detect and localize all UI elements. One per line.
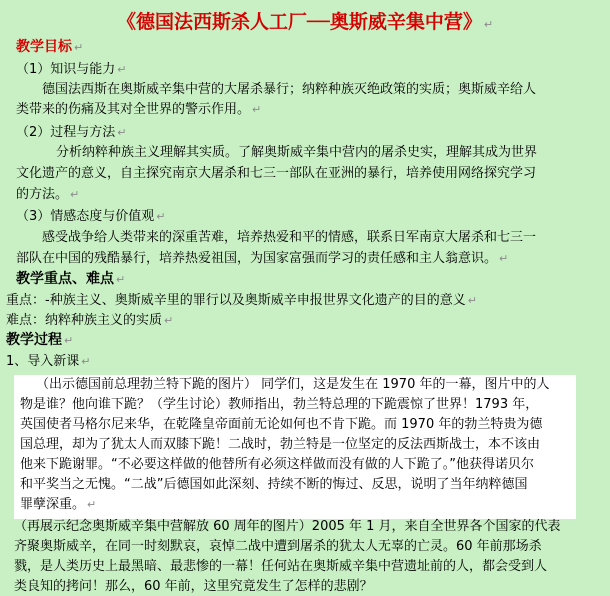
box-line-3: 英国使者马格尔尼来华，在乾隆皇帝面前无论如何也不肯下跪。而 1970 年的勃兰特贵为德 xyxy=(20,417,543,432)
paragraph-mark-icon: ↵ xyxy=(116,273,126,286)
paragraph-mark-icon: ↵ xyxy=(64,334,74,347)
goals-s1-line-1: 德国法西斯在奥斯威辛集中营的大屠杀暴行；纳粹种族灭绝政策的实质；奥斯威辛给人 xyxy=(42,82,537,97)
goals-s1-label xyxy=(16,60,127,79)
paragraph-mark-icon: ↵ xyxy=(483,18,494,31)
after-line-3: 戮，是人类历史上最黑暗、最悲惨的一幕！任何站在奥斯威辛集中营遗址前的人，都会受到人 xyxy=(14,559,548,574)
process-step1-text: 1、导入新课 xyxy=(6,354,80,369)
goals-s3-label xyxy=(16,207,166,226)
paragraph-mark-icon: ↵ xyxy=(70,188,80,201)
process-heading xyxy=(6,331,73,350)
process-step1 xyxy=(6,352,91,371)
paragraph-mark-icon: ↵ xyxy=(117,126,127,139)
keypoints-difficult xyxy=(6,311,173,330)
goals-s3-line-1: 感受战争给人类带来的深重苦难，培养热爱和平的情感，联系日军南京大屠杀和七三一 xyxy=(42,230,537,245)
keypoints-heading xyxy=(16,270,125,289)
box-line-4: 国总理，却为了犹太人而双膝下跪！二战时，勃兰特是一位坚定的反法西斯战士，本不该由 xyxy=(20,437,541,452)
goals-heading xyxy=(16,38,83,57)
paragraph-mark-icon: ↵ xyxy=(117,63,127,76)
paragraph-mark-icon: ↵ xyxy=(467,294,477,307)
box-line-7-text: 罪孽深重。 xyxy=(20,497,86,512)
paragraph-mark-icon: ↵ xyxy=(74,41,84,54)
process-heading-text: 教学过程 xyxy=(6,332,62,348)
box-line-1: （出示德国前总理勃兰特下跪的图片） 同学们，这是发生在 1970 年的一幕，图片中的人 xyxy=(36,377,550,392)
box-line-2: 物是谁？他向谁下跪？（学生讨论）教师指出，勃兰特总理的下跪震惊了世界！1793 年， xyxy=(20,397,539,412)
goals-s3-line-2 xyxy=(16,249,508,268)
highlighted-paragraph xyxy=(14,375,576,519)
after-line-4: 类良知的拷问！那么，60 年前，这里究竟发生了怎样的悲剧？ xyxy=(14,579,373,594)
keypoints-important xyxy=(6,291,477,310)
goals-s1-line-2 xyxy=(16,100,261,119)
keypoints-difficult-text: 难点：纳粹种族主义的实质 xyxy=(6,313,163,328)
after-line-2: 齐聚奥斯威辛，在同一时刻默哀，哀悼二战中遭到屠杀的犹太人无辜的亡灵。60 年前那场杀 xyxy=(14,539,542,554)
goals-s2-label xyxy=(16,123,127,142)
paragraph-mark-icon: ↵ xyxy=(87,498,97,511)
goals-s3-label-text: （3）情感态度与价值观 xyxy=(16,209,155,224)
paragraph-mark-icon: ↵ xyxy=(499,252,509,265)
title-text: 《德国法西斯杀人工厂──奥斯威辛集中营》 xyxy=(116,11,482,33)
goals-heading-text: 教学目标 xyxy=(16,39,72,55)
goals-s1-line-2-text: 类带来的伤痛及其对全世界的警示作用。 xyxy=(16,102,251,117)
box-line-6: 和平奖当之无愧。“二战”后德国如此深刻、持续不断的悔过、反思，说明了当年纳粹德国 xyxy=(20,477,528,492)
goals-s1-label-text: （1）知识与能力 xyxy=(16,62,116,77)
goals-s2-line-3 xyxy=(16,185,79,204)
box-line-5: 他来下跪谢罪。“不必要这样做的他替所有必须这样做而没有做的人下跪了。”他获得诺贝尔 xyxy=(20,457,534,472)
goals-s2-line-3-text: 的方法。 xyxy=(16,187,69,202)
paragraph-mark-icon: ↵ xyxy=(252,103,262,116)
after-line-1: （再展示纪念奥斯威辛集中营解放 60 周年的图片）2005 年 1 月，来自全世界各个国家的代表 xyxy=(14,519,561,534)
keypoints-important-text: 重点：-种族主义、奥斯威辛里的罪行以及奥斯威辛申报世界文化遗产的目的意义 xyxy=(6,293,466,308)
goals-s2-line-2: 文化遗产的意义，自主探究南京大屠杀和七三一部队在亚洲的暴行，培养使用网络探究学习 xyxy=(16,166,537,181)
paragraph-mark-icon: ↵ xyxy=(81,355,91,368)
goals-s3-line-2-text: 部队在中国的残酷暴行，培养热爱祖国，为国家富强而学习的责任感和主人翁意识。 xyxy=(16,251,498,266)
goals-s2-line-1: 分析纳粹种族主义理解其实质。了解奥斯威辛集中营内的屠杀史实，理解其成为世界 xyxy=(56,145,538,160)
document-title xyxy=(0,7,610,34)
box-line-7 xyxy=(20,495,96,514)
paragraph-mark-icon: ↵ xyxy=(156,210,166,223)
goals-s2-label-text: （2）过程与方法 xyxy=(16,125,116,140)
paragraph-mark-icon: ↵ xyxy=(164,314,174,327)
keypoints-heading-text: 教学重点、难点 xyxy=(16,271,114,287)
